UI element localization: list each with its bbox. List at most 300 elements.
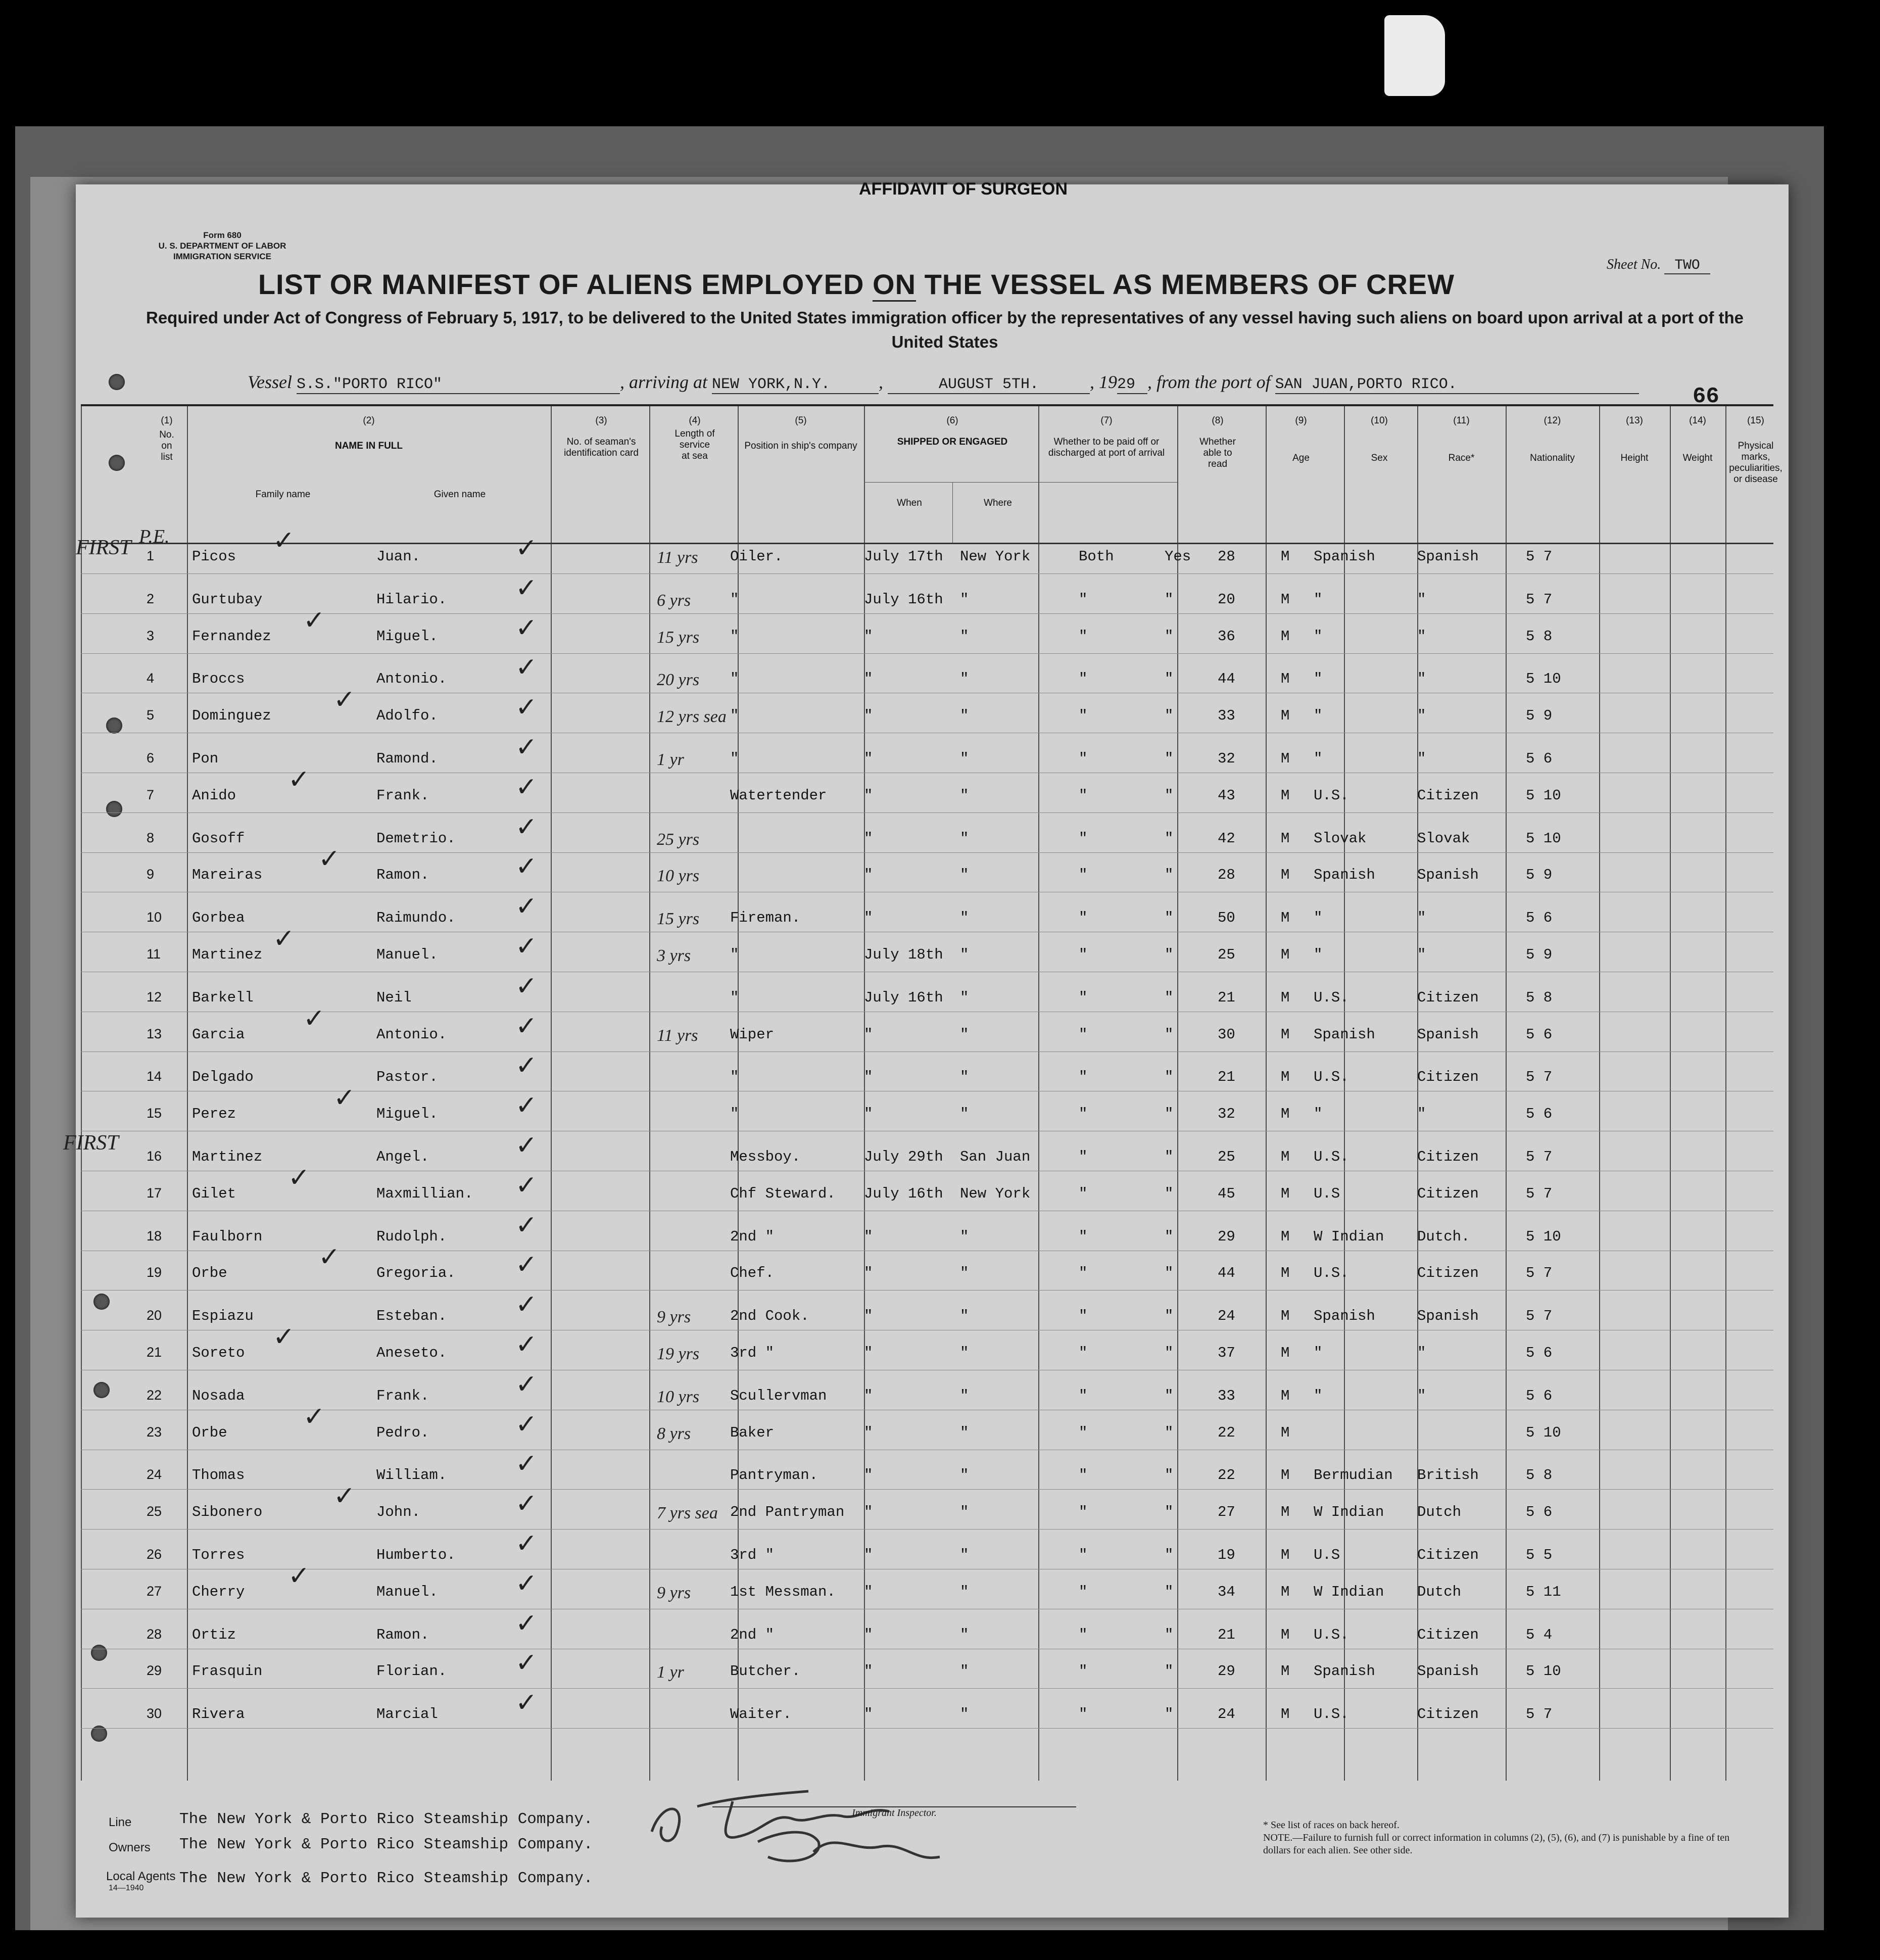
height: 5 9 xyxy=(1526,707,1553,725)
check-mark-icon: ✓ xyxy=(318,844,341,875)
height: 5 9 xyxy=(1526,946,1553,963)
nationality: Citizen xyxy=(1417,1626,1479,1643)
family-name: Frasquin xyxy=(192,1663,263,1680)
service-length: 1 yr xyxy=(657,750,684,769)
check-mark-icon: ✓ xyxy=(515,652,538,683)
sex: M xyxy=(1281,1069,1290,1086)
height: 5 8 xyxy=(1526,1467,1553,1484)
title-part-2: THE VESSEL AS MEMBERS OF CREW xyxy=(916,268,1455,300)
shipped-when: " xyxy=(864,1387,873,1404)
shipped-where: " xyxy=(960,989,969,1006)
col-header-no: No. on list xyxy=(159,429,174,462)
col-header-when: When xyxy=(897,498,922,508)
race-footnote: * See list of races on back hereof. xyxy=(1263,1820,1400,1831)
row-number: 5 xyxy=(147,707,155,723)
paid-off: " xyxy=(1079,1026,1088,1043)
shipped-when: July 29th xyxy=(864,1149,943,1165)
agents-code: 14—1940 xyxy=(109,1884,144,1892)
row-number: 8 xyxy=(147,830,155,845)
row-divider xyxy=(81,1728,1773,1729)
able-to-read: " xyxy=(1165,1069,1174,1086)
race: " xyxy=(1314,1106,1323,1123)
height: 5 7 xyxy=(1526,1069,1553,1086)
paid-off: " xyxy=(1079,1663,1088,1680)
col-2-number: (2) xyxy=(363,415,375,426)
height: 5 10 xyxy=(1526,1663,1561,1680)
row-number: 24 xyxy=(147,1467,162,1483)
check-mark-icon: ✓ xyxy=(333,1481,356,1512)
owners-label: Owners xyxy=(109,1841,151,1854)
check-mark-icon: ✓ xyxy=(515,1250,538,1280)
race: U.S. xyxy=(1314,1149,1349,1165)
row-divider xyxy=(81,812,1773,813)
position: " xyxy=(730,1106,739,1123)
nationality: Citizen xyxy=(1417,1185,1479,1202)
family-name: Faulborn xyxy=(192,1228,263,1245)
family-name: Gosoff xyxy=(192,830,245,847)
age: 25 xyxy=(1218,946,1235,963)
check-mark-icon: ✓ xyxy=(515,1528,538,1559)
sex: M xyxy=(1281,1626,1290,1643)
service-length: 10 yrs xyxy=(657,867,700,886)
height: 5 6 xyxy=(1526,1345,1553,1361)
check-mark-icon: ✓ xyxy=(333,1083,356,1114)
sex: M xyxy=(1281,989,1290,1006)
race: U.S. xyxy=(1314,1626,1349,1643)
height: 5 6 xyxy=(1526,1504,1553,1521)
nationality: Citizen xyxy=(1417,1706,1479,1723)
able-to-read: " xyxy=(1165,830,1174,847)
given-name: Pastor. xyxy=(376,1069,438,1086)
family-name: Rivera xyxy=(192,1706,245,1723)
service-length: 8 yrs xyxy=(657,1424,691,1443)
position: 3rd " xyxy=(730,1547,775,1563)
nationality: Citizen xyxy=(1417,787,1479,804)
able-to-read: " xyxy=(1165,1026,1174,1043)
race: " xyxy=(1314,1345,1323,1361)
col-11-number: (11) xyxy=(1453,415,1470,426)
age: 22 xyxy=(1218,1467,1235,1484)
race: " xyxy=(1314,628,1323,645)
paid-off: " xyxy=(1079,910,1088,927)
able-to-read: " xyxy=(1165,1424,1174,1441)
given-name: Gregoria. xyxy=(376,1265,456,1282)
nationality: " xyxy=(1417,946,1426,963)
paid-off: " xyxy=(1079,1467,1088,1484)
position: Butcher. xyxy=(730,1663,801,1680)
given-name: Miguel. xyxy=(376,1106,438,1123)
shipped-when: " xyxy=(864,1467,873,1484)
paid-off: " xyxy=(1079,1706,1088,1723)
shipped-when: " xyxy=(864,1424,873,1441)
col-1-number: (1) xyxy=(161,415,173,426)
given-name: Marcial xyxy=(376,1706,438,1723)
check-mark-icon: ✓ xyxy=(515,1608,538,1639)
check-mark-icon: ✓ xyxy=(515,1688,538,1718)
nationality: " xyxy=(1417,591,1426,608)
given-name: William. xyxy=(376,1467,447,1484)
sex: M xyxy=(1281,1583,1290,1600)
service-length: 9 yrs xyxy=(657,1583,691,1602)
family-name: Barkell xyxy=(192,989,254,1006)
paid-off: " xyxy=(1079,1583,1088,1600)
sheet-no-value: TWO xyxy=(1664,258,1710,274)
shipped-where: " xyxy=(960,1345,969,1361)
page-subtitle: Required under Act of Congress of February 5, 1917, to be delivered to the United States immigration officer by the representatives of any vessel having such aliens on board upon arrival at a port of the United States xyxy=(146,308,1744,351)
age: 21 xyxy=(1218,1626,1235,1643)
paid-off: " xyxy=(1079,1504,1088,1521)
col-header-position: Position in ship's company xyxy=(744,441,857,451)
position: Fireman. xyxy=(730,910,801,927)
position: Chf Steward. xyxy=(730,1185,836,1202)
check-mark-icon: ✓ xyxy=(515,971,538,1001)
sex: M xyxy=(1281,1345,1290,1361)
col-header-id-card: No. of seaman's identification card xyxy=(564,437,639,458)
sex: M xyxy=(1281,707,1290,725)
age: 24 xyxy=(1218,1706,1235,1723)
position: " xyxy=(730,628,739,645)
check-mark-icon: ✓ xyxy=(515,1568,538,1599)
family-name: Dominguez xyxy=(192,707,271,725)
service-length: 19 yrs xyxy=(657,1345,700,1363)
row-number: 28 xyxy=(147,1626,162,1642)
service-length: 6 yrs xyxy=(657,591,691,610)
row-number: 6 xyxy=(147,750,155,766)
sex: M xyxy=(1281,1504,1290,1521)
vessel-name: S.S."PORTO RICO" xyxy=(297,376,620,394)
able-to-read: " xyxy=(1165,1583,1174,1600)
sex: M xyxy=(1281,1106,1290,1123)
height: 5 7 xyxy=(1526,1265,1553,1282)
family-name: Thomas xyxy=(192,1467,245,1484)
sex: M xyxy=(1281,1026,1290,1043)
col-14-number: (14) xyxy=(1689,415,1706,426)
back-page-label: AFFIDAVIT OF SURGEON xyxy=(859,179,1068,199)
race: W Indian xyxy=(1314,1504,1384,1521)
penalty-note: NOTE.—Failure to furnish full or correct information in columns (2), (5), (6), and (7) is punishable by a fine of ten dollars for each alien. See other side. xyxy=(1263,1832,1730,1856)
family-name: Cherry xyxy=(192,1583,245,1600)
family-name: Anido xyxy=(192,787,236,804)
col-header-sex: Sex xyxy=(1371,453,1388,463)
nationality: Spanish xyxy=(1417,548,1479,565)
service-length: 10 yrs xyxy=(657,1387,700,1406)
paid-off: " xyxy=(1079,671,1088,688)
height: 5 7 xyxy=(1526,1706,1553,1723)
height: 5 11 xyxy=(1526,1583,1561,1600)
footnote xyxy=(1263,1819,1743,1857)
shipped-when: " xyxy=(864,830,873,847)
shipped-when: " xyxy=(864,1308,873,1325)
family-name: Soreto xyxy=(192,1345,245,1361)
row-number: 17 xyxy=(147,1185,162,1201)
race: Bermudian xyxy=(1314,1467,1393,1484)
race: Spanish xyxy=(1314,1026,1375,1043)
margin-note-pe: P.E. xyxy=(139,526,170,547)
arrival-date: AUGUST 5TH. xyxy=(888,376,1090,394)
height: 5 10 xyxy=(1526,1424,1561,1441)
col-7-number: (7) xyxy=(1100,415,1113,426)
sex: M xyxy=(1281,548,1290,565)
height: 5 7 xyxy=(1526,591,1553,608)
check-mark-icon: ✓ xyxy=(515,891,538,922)
shipped-where: " xyxy=(960,1663,969,1680)
age: 43 xyxy=(1218,787,1235,804)
age: 19 xyxy=(1218,1547,1235,1563)
family-name: Garcia xyxy=(192,1026,245,1043)
sex: M xyxy=(1281,1467,1290,1484)
able-to-read: " xyxy=(1165,1626,1174,1643)
form-department: U. S. DEPARTMENT OF LABOR xyxy=(158,241,286,251)
sex: M xyxy=(1281,1547,1290,1563)
able-to-read: " xyxy=(1165,867,1174,884)
paid-off: " xyxy=(1079,1345,1088,1361)
position: 1st Messman. xyxy=(730,1583,836,1600)
row-divider xyxy=(81,613,1773,614)
form-number: Form 680 xyxy=(203,230,242,240)
position: " xyxy=(730,1069,739,1086)
check-mark-icon: ✓ xyxy=(515,1090,538,1121)
check-mark-icon: ✓ xyxy=(273,525,295,556)
service-length: 15 yrs xyxy=(657,910,700,929)
col-header-physical-marks: Physical marks, peculiarities, or disease xyxy=(1729,441,1782,485)
age: 28 xyxy=(1218,548,1235,565)
able-to-read: " xyxy=(1165,1467,1174,1484)
age: 28 xyxy=(1218,867,1235,884)
paid-off: " xyxy=(1079,628,1088,645)
height: 5 7 xyxy=(1526,1308,1553,1325)
title-on: ON xyxy=(873,268,916,302)
race: " xyxy=(1314,946,1323,963)
age: 37 xyxy=(1218,1345,1235,1361)
owners-value: The New York & Porto Rico Steamship Company. xyxy=(179,1836,593,1853)
check-mark-icon: ✓ xyxy=(515,811,538,842)
height: 5 8 xyxy=(1526,628,1553,645)
col-15-number: (15) xyxy=(1747,415,1764,426)
sex: M xyxy=(1281,1265,1290,1282)
line-label: Line xyxy=(109,1815,132,1829)
sex: M xyxy=(1281,946,1290,963)
shipped-where: " xyxy=(960,1424,969,1441)
punch-hole xyxy=(109,374,125,390)
nationality: Slovak xyxy=(1417,830,1470,847)
paid-off: " xyxy=(1079,830,1088,847)
position: Waiter. xyxy=(730,1706,792,1723)
sheet-no-label: Sheet No. xyxy=(1607,257,1661,272)
sex: M xyxy=(1281,830,1290,847)
given-name: Demetrio. xyxy=(376,830,456,847)
row-number: 15 xyxy=(147,1106,162,1121)
able-to-read: " xyxy=(1165,787,1174,804)
sex: M xyxy=(1281,1387,1290,1404)
given-name: Rudolph. xyxy=(376,1228,447,1245)
height: 5 10 xyxy=(1526,787,1561,804)
position: Scullervman xyxy=(730,1387,827,1404)
nationality: Citizen xyxy=(1417,989,1479,1006)
family-name: Gilet xyxy=(192,1185,236,1202)
col-header-weight: Weight xyxy=(1682,453,1713,463)
family-name: Broccs xyxy=(192,671,245,688)
shipped-when: " xyxy=(864,1069,873,1086)
given-name: Antonio. xyxy=(376,1026,447,1043)
row-number: 21 xyxy=(147,1345,162,1360)
shipped-when: " xyxy=(864,867,873,884)
check-mark-icon: ✓ xyxy=(515,1170,538,1201)
nationality: British xyxy=(1417,1467,1479,1484)
check-mark-icon: ✓ xyxy=(515,1329,538,1360)
shipped-where: " xyxy=(960,750,969,767)
paid-off: Both xyxy=(1079,548,1114,565)
title-part-1: LIST OR MANIFEST OF ALIENS EMPLOYED xyxy=(258,268,873,300)
shipped-where: " xyxy=(960,628,969,645)
row-number: 29 xyxy=(147,1663,162,1679)
age: 50 xyxy=(1218,910,1235,927)
paid-off: " xyxy=(1079,1626,1088,1643)
race: U.S. xyxy=(1314,1265,1349,1282)
sex: M xyxy=(1281,787,1290,804)
row-number: 9 xyxy=(147,867,155,882)
service-length: 9 yrs xyxy=(657,1308,691,1327)
family-name: Mareiras xyxy=(192,867,263,884)
row-number: 1 xyxy=(147,548,155,563)
nationality: " xyxy=(1417,671,1426,688)
check-mark-icon: ✓ xyxy=(303,1003,325,1034)
row-number: 16 xyxy=(147,1149,162,1164)
able-to-read: " xyxy=(1165,946,1174,963)
given-name: Ramond. xyxy=(376,750,438,767)
shipped-where: " xyxy=(960,671,969,688)
able-to-read: " xyxy=(1165,750,1174,767)
page-number: 66 xyxy=(1693,384,1719,409)
age: 44 xyxy=(1218,671,1235,688)
col-4-number: (4) xyxy=(689,415,701,426)
position: " xyxy=(730,707,739,725)
service-length: 1 yr xyxy=(657,1663,684,1682)
given-name: Juan. xyxy=(376,548,421,565)
check-mark-icon: ✓ xyxy=(515,692,538,723)
sex: M xyxy=(1281,1149,1290,1165)
check-mark-icon: ✓ xyxy=(515,1409,538,1440)
family-name: Perez xyxy=(192,1106,236,1123)
race: " xyxy=(1314,1387,1323,1404)
check-mark-icon: ✓ xyxy=(515,1369,538,1400)
age: 32 xyxy=(1218,1106,1235,1123)
shipped-when: " xyxy=(864,1228,873,1245)
shipped-where: " xyxy=(960,1626,969,1643)
shipped-where: " xyxy=(960,1228,969,1245)
height: 5 4 xyxy=(1526,1626,1553,1643)
paid-off: " xyxy=(1079,946,1088,963)
service-length: 7 yrs sea xyxy=(657,1504,718,1523)
row-number: 12 xyxy=(147,989,162,1005)
shipped-where: " xyxy=(960,787,969,804)
position: " xyxy=(730,989,739,1006)
race: " xyxy=(1314,671,1323,688)
able-to-read: Yes xyxy=(1165,548,1191,565)
row-number: 7 xyxy=(147,787,155,802)
shipped-where: " xyxy=(960,1467,969,1484)
given-name: Miguel. xyxy=(376,628,438,645)
position: " xyxy=(730,750,739,767)
form-service: IMMIGRATION SERVICE xyxy=(173,252,271,261)
shipped-where: " xyxy=(960,867,969,884)
height: 5 6 xyxy=(1526,1026,1553,1043)
family-name: Pon xyxy=(192,750,219,767)
age: 42 xyxy=(1218,830,1235,847)
shipped-where: " xyxy=(960,1547,969,1563)
able-to-read: " xyxy=(1165,591,1174,608)
shipped-when: July 16th xyxy=(864,1185,943,1202)
nationality: Spanish xyxy=(1417,1308,1479,1325)
check-mark-icon: ✓ xyxy=(515,1289,538,1320)
able-to-read: " xyxy=(1165,1106,1174,1123)
nationality: Citizen xyxy=(1417,1069,1479,1086)
nationality: " xyxy=(1417,628,1426,645)
shipped-where: " xyxy=(960,1026,969,1043)
height: 5 6 xyxy=(1526,910,1553,927)
race: " xyxy=(1314,591,1323,608)
sex: M xyxy=(1281,1663,1290,1680)
race: U.S. xyxy=(1314,989,1349,1006)
shipped-where: " xyxy=(960,1387,969,1404)
margin-note-first: FIRST xyxy=(76,536,131,559)
able-to-read: " xyxy=(1165,628,1174,645)
shipped-where: " xyxy=(960,707,969,725)
height: 5 8 xyxy=(1526,989,1553,1006)
shipped-when: July 16th xyxy=(864,591,943,608)
paid-off: " xyxy=(1079,1547,1088,1563)
row-divider xyxy=(81,1051,1773,1052)
check-mark-icon: ✓ xyxy=(515,1050,538,1081)
nationality: Spanish xyxy=(1417,1026,1479,1043)
check-mark-icon: ✓ xyxy=(515,772,538,802)
col-header-read: Whether able to read xyxy=(1199,437,1236,469)
family-name: Orbe xyxy=(192,1265,227,1282)
check-mark-icon: ✓ xyxy=(318,1242,341,1273)
sex: M xyxy=(1281,1706,1290,1723)
race: " xyxy=(1314,707,1323,725)
sex: M xyxy=(1281,628,1290,645)
shipped-when: " xyxy=(864,1626,873,1643)
arriving-port: NEW YORK,N.Y. xyxy=(712,376,879,394)
paid-off: " xyxy=(1079,591,1088,608)
service-length: 3 yrs xyxy=(657,946,691,965)
shipped-where: " xyxy=(960,830,969,847)
check-mark-icon: ✓ xyxy=(515,1011,538,1041)
able-to-read: " xyxy=(1165,1547,1174,1563)
able-to-read: " xyxy=(1165,1387,1174,1404)
age: 20 xyxy=(1218,591,1235,608)
age: 33 xyxy=(1218,1387,1235,1404)
family-name: Ortiz xyxy=(192,1626,236,1643)
age: 27 xyxy=(1218,1504,1235,1521)
position: Pantryman. xyxy=(730,1467,818,1484)
service-length: 11 yrs xyxy=(657,548,698,567)
nationality: Citizen xyxy=(1417,1547,1479,1563)
age: 34 xyxy=(1218,1583,1235,1600)
shipped-when: " xyxy=(864,750,873,767)
row-number: 18 xyxy=(147,1228,162,1244)
shipped-when: " xyxy=(864,1663,873,1680)
given-name: Pedro. xyxy=(376,1424,429,1441)
shipped-where: " xyxy=(960,1069,969,1086)
given-name: John. xyxy=(376,1504,421,1521)
shipped-where: " xyxy=(960,946,969,963)
check-mark-icon: ✓ xyxy=(303,605,325,636)
paid-off: " xyxy=(1079,750,1088,767)
paid-off: " xyxy=(1079,1185,1088,1202)
row-number: 22 xyxy=(147,1387,162,1403)
position: " xyxy=(730,591,739,608)
